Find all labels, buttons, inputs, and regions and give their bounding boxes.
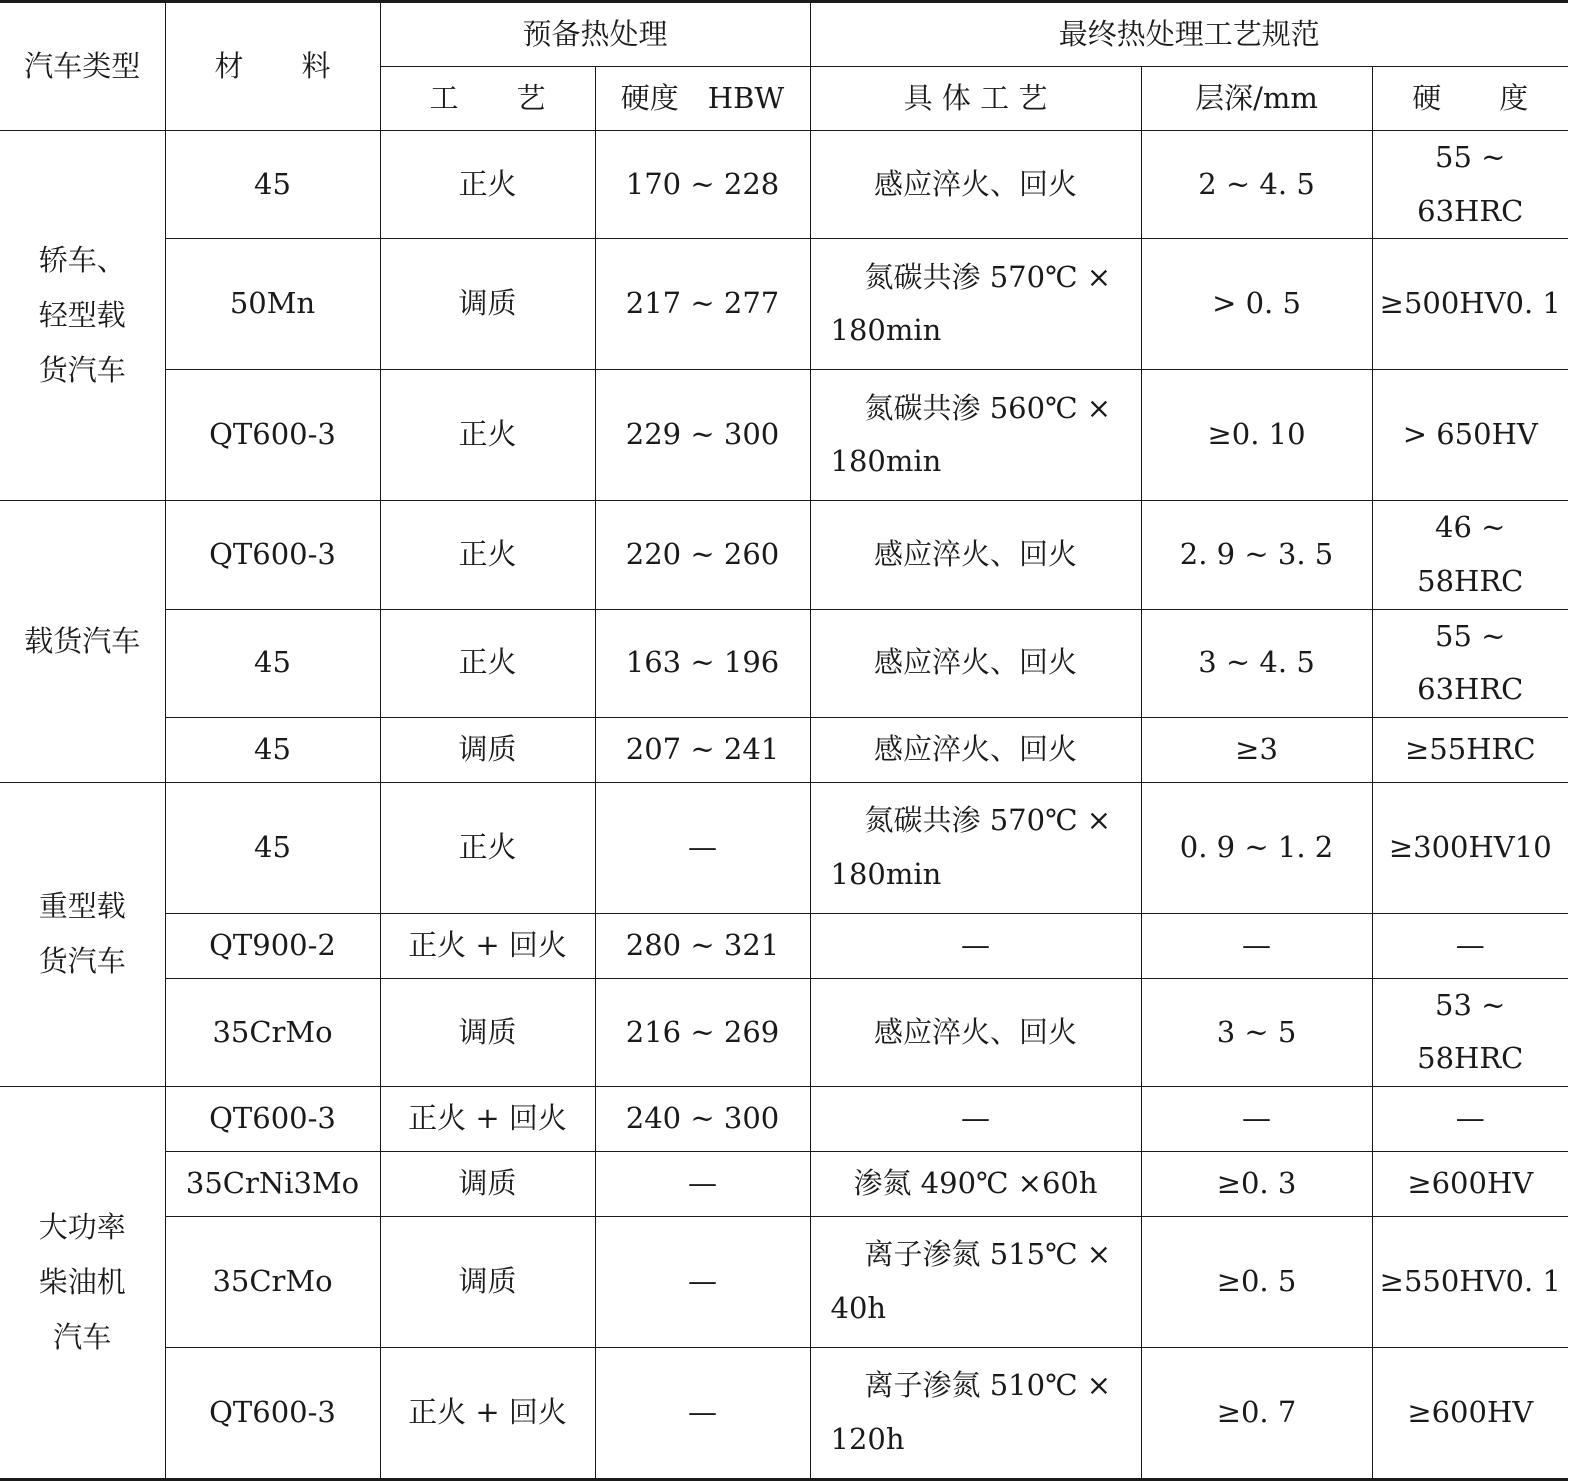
layer-depth-value: 3 ~ 5 <box>1216 1014 1297 1049</box>
table-row <box>0 1087 1568 1152</box>
final-hardness-cell <box>1372 501 1568 609</box>
material-value: 35CrMo <box>212 1014 333 1049</box>
layer-depth-cell <box>1141 239 1372 370</box>
material-cell <box>165 978 380 1086</box>
final-hardness-cell <box>1372 782 1568 913</box>
pre-hardness-cell <box>595 978 810 1086</box>
material-value: 45 <box>254 830 291 865</box>
layer-depth-value: > 0. 5 <box>1212 286 1301 321</box>
table-row <box>0 717 1568 782</box>
final-hardness-value: ≥550HV0. 1 <box>1379 1264 1561 1299</box>
pre-hardness-value: — <box>688 1264 717 1299</box>
material-value: QT900-2 <box>209 928 336 963</box>
table-row <box>0 1348 1568 1480</box>
final-process-value: 感应淬火、回火 <box>874 732 1078 767</box>
final-hardness-cell <box>1372 1348 1568 1480</box>
vehicle-type-label: 柴油机 <box>38 1265 126 1300</box>
final-hardness-value: ≥600HV <box>1407 1166 1534 1201</box>
header-pre-treatment: 预备热处理 <box>380 2 810 67</box>
final-process-value: 感应淬火、回火 <box>874 166 1078 201</box>
pre-hardness-cell <box>595 370 810 501</box>
vehicle-type-label: 载货汽车 <box>24 624 141 659</box>
final-process-cell <box>810 501 1141 609</box>
final-hardness-cell <box>1372 609 1568 717</box>
layer-depth-cell <box>1141 370 1372 501</box>
material-cell <box>165 501 380 609</box>
pre-hardness-cell <box>595 1152 810 1217</box>
final-process-value: 渗氮 490℃ ×60h <box>853 1166 1098 1201</box>
layer-depth-cell <box>1141 609 1372 717</box>
material-value: 35CrNi3Mo <box>185 1166 360 1201</box>
pre-hardness-cell <box>595 1087 810 1152</box>
pre-process-cell <box>380 978 595 1086</box>
layer-depth-value: ≥0. 5 <box>1216 1264 1297 1299</box>
material-cell <box>165 1348 380 1480</box>
final-process-value: 感应淬火、回火 <box>874 537 1078 572</box>
layer-depth-cell <box>1141 501 1372 609</box>
pre-process-value: 正火 <box>458 537 517 572</box>
vehicle-type-label: 轻型载 <box>38 298 126 333</box>
pre-hardness-value: 229 ~ 300 <box>625 417 780 452</box>
final-process-cell <box>810 239 1141 370</box>
layer-depth-value: ≥0. 3 <box>1216 1166 1297 1201</box>
vehicle-type-label: 货汽车 <box>38 353 126 388</box>
final-hardness-cell <box>1372 239 1568 370</box>
table-row <box>0 239 1568 370</box>
pre-hardness-value: 163 ~ 196 <box>625 645 780 680</box>
pre-hardness-cell <box>595 131 810 239</box>
table-row <box>0 913 1568 978</box>
header-final-hardness: 硬 度 <box>1372 67 1568 131</box>
material-cell <box>165 913 380 978</box>
layer-depth-cell <box>1141 1348 1372 1480</box>
final-process-cell <box>810 1348 1141 1480</box>
layer-depth-cell <box>1141 913 1372 978</box>
layer-depth-value: — <box>1242 928 1272 963</box>
layer-depth-cell <box>1141 782 1372 913</box>
vehicle-type-label: 大功率 <box>38 1209 126 1244</box>
final-hardness-cell <box>1372 978 1568 1086</box>
layer-depth-value: ≥0. 7 <box>1216 1395 1297 1430</box>
layer-depth-value: 3 ~ 4. 5 <box>1198 645 1315 680</box>
header-pre-hardness: 硬度 HBW <box>595 67 810 131</box>
final-hardness-cell <box>1372 1087 1568 1152</box>
final-process-cell <box>810 609 1141 717</box>
final-process-value: 感应淬火、回火 <box>874 645 1078 680</box>
layer-depth-value: 0. 9 ~ 1. 2 <box>1179 830 1334 865</box>
header-row-1 <box>0 2 1568 67</box>
final-hardness-cell <box>1372 370 1568 501</box>
pre-hardness-value: — <box>688 1395 717 1430</box>
layer-depth-cell <box>1141 131 1372 239</box>
final-hardness-value: ≥55HRC <box>1405 732 1536 767</box>
pre-process-cell <box>380 717 595 782</box>
material-value: 35CrMo <box>212 1264 333 1299</box>
pre-process-value: 正火 + 回火 <box>408 1101 567 1136</box>
pre-hardness-cell <box>595 913 810 978</box>
pre-process-cell <box>380 131 595 239</box>
layer-depth-value: — <box>1242 1101 1272 1136</box>
vehicle-type-cell <box>0 782 165 1086</box>
final-hardness-value: ≥500HV0. 1 <box>1379 286 1561 321</box>
final-hardness-value: — <box>1455 928 1485 963</box>
final-process-cell <box>810 131 1141 239</box>
table-row <box>0 978 1568 1086</box>
material-cell <box>165 131 380 239</box>
header-layer-depth: 层深/mm <box>1141 67 1372 131</box>
material-value: 50Mn <box>229 286 316 321</box>
pre-process-value: 正火 + 回火 <box>408 928 567 963</box>
table-row <box>0 782 1568 913</box>
final-process-cell <box>810 782 1141 913</box>
material-cell <box>165 609 380 717</box>
layer-depth-value: ≥0. 10 <box>1207 417 1306 452</box>
final-process-value: 180min <box>830 313 942 348</box>
final-hardness-value: 55 ~ 63HRC <box>1417 140 1524 228</box>
vehicle-type-cell <box>0 131 165 501</box>
pre-process-cell <box>380 1152 595 1217</box>
final-process-value: 180min <box>830 444 942 479</box>
material-value: QT600-3 <box>209 1101 336 1136</box>
pre-hardness-value: 217 ~ 277 <box>625 286 780 321</box>
header-material: 材 料 <box>165 2 380 131</box>
final-hardness-cell <box>1372 913 1568 978</box>
final-hardness-cell <box>1372 1217 1568 1348</box>
material-value: 45 <box>254 645 291 680</box>
pre-process-cell <box>380 501 595 609</box>
material-value: QT600-3 <box>209 1395 336 1430</box>
material-value: 45 <box>254 732 291 767</box>
table-body <box>0 131 1568 1480</box>
header-pre-process: 工 艺 <box>380 67 595 131</box>
layer-depth-cell <box>1141 1217 1372 1348</box>
pre-hardness-cell <box>595 609 810 717</box>
material-cell <box>165 370 380 501</box>
header-final-process: 具 体 工 艺 <box>810 67 1141 131</box>
pre-process-value: 调质 <box>458 732 517 767</box>
vehicle-type-label: 汽车 <box>53 1320 112 1355</box>
pre-process-value: 正火 + 回火 <box>408 1395 567 1430</box>
final-hardness-cell <box>1372 1152 1568 1217</box>
final-process-cell <box>810 717 1141 782</box>
pre-hardness-value: 220 ~ 260 <box>625 537 780 572</box>
final-hardness-value: 55 ~ 63HRC <box>1417 618 1524 707</box>
final-hardness-cell <box>1372 131 1568 239</box>
final-process-value: — <box>961 1101 991 1136</box>
pre-process-value: 调质 <box>458 286 517 321</box>
final-process-value: 氮碳共渗 570℃ × <box>864 259 1112 294</box>
material-value: 45 <box>254 166 291 201</box>
pre-hardness-cell <box>595 1348 810 1480</box>
vehicle-type-label: 货汽车 <box>38 944 126 979</box>
final-hardness-value: 46 ~ 58HRC <box>1417 510 1524 598</box>
final-process-value: — <box>961 928 991 963</box>
vehicle-type-label: 重型载 <box>38 889 126 924</box>
material-cell <box>165 717 380 782</box>
layer-depth-cell <box>1141 717 1372 782</box>
pre-process-cell <box>380 913 595 978</box>
final-process-value: 180min <box>830 856 942 891</box>
pre-hardness-value: 207 ~ 241 <box>625 732 780 767</box>
layer-depth-value: 2. 9 ~ 3. 5 <box>1179 537 1334 572</box>
final-process-value: 120h <box>830 1422 905 1457</box>
final-process-cell <box>810 913 1141 978</box>
pre-hardness-cell <box>595 1217 810 1348</box>
material-value: QT600-3 <box>209 537 336 572</box>
pre-process-cell <box>380 1087 595 1152</box>
pre-process-value: 调质 <box>458 1166 517 1201</box>
table-row <box>0 1217 1568 1348</box>
table-row <box>0 131 1568 239</box>
vehicle-type-cell <box>0 501 165 783</box>
pre-hardness-value: 216 ~ 269 <box>625 1014 780 1049</box>
pre-process-value: 正火 <box>458 645 517 680</box>
material-cell <box>165 1152 380 1217</box>
vehicle-type-cell <box>0 1087 165 1480</box>
final-process-value: 离子渗氮 515℃ × <box>864 1237 1112 1272</box>
pre-hardness-value: — <box>688 830 717 865</box>
pre-process-cell <box>380 1217 595 1348</box>
pre-hardness-value: 240 ~ 300 <box>625 1101 780 1136</box>
layer-depth-cell <box>1141 1152 1372 1217</box>
pre-process-cell <box>380 370 595 501</box>
pre-hardness-cell <box>595 239 810 370</box>
table-row <box>0 370 1568 501</box>
pre-hardness-cell <box>595 501 810 609</box>
table-row <box>0 501 1568 609</box>
material-cell <box>165 239 380 370</box>
pre-process-value: 正火 <box>458 830 517 865</box>
final-hardness-value: ≥600HV <box>1407 1395 1534 1430</box>
final-process-cell <box>810 370 1141 501</box>
material-cell <box>165 1087 380 1152</box>
final-process-cell <box>810 1152 1141 1217</box>
pre-process-cell <box>380 1348 595 1480</box>
final-hardness-value: — <box>1455 1101 1485 1136</box>
layer-depth-cell <box>1141 978 1372 1086</box>
pre-hardness-value: — <box>688 1166 717 1201</box>
table-header <box>0 2 1568 131</box>
pre-process-value: 调质 <box>458 1014 517 1049</box>
final-process-cell <box>810 978 1141 1086</box>
pre-hardness-value: 280 ~ 321 <box>625 928 780 963</box>
table-row <box>0 609 1568 717</box>
material-cell <box>165 782 380 913</box>
final-hardness-value: 53 ~ 58HRC <box>1417 987 1524 1076</box>
final-hardness-value: ≥300HV10 <box>1388 830 1552 865</box>
layer-depth-value: 2 ~ 4. 5 <box>1198 166 1315 201</box>
pre-process-cell <box>380 239 595 370</box>
pre-process-value: 正火 <box>458 166 517 201</box>
final-process-value: 感应淬火、回火 <box>874 1014 1078 1049</box>
pre-hardness-cell <box>595 782 810 913</box>
pre-process-cell <box>380 609 595 717</box>
final-process-cell <box>810 1217 1141 1348</box>
final-process-value: 氮碳共渗 570℃ × <box>864 803 1112 838</box>
pre-process-cell <box>380 782 595 913</box>
final-hardness-cell <box>1372 717 1568 782</box>
final-process-value: 40h <box>830 1291 887 1326</box>
final-hardness-value: > 650HV <box>1402 417 1538 452</box>
header-vehicle-type: 汽车类型 <box>0 2 165 131</box>
final-process-value: 氮碳共渗 560℃ × <box>864 390 1112 425</box>
layer-depth-value: ≥3 <box>1235 732 1278 767</box>
table-row <box>0 1152 1568 1217</box>
pre-hardness-value: 170 ~ 228 <box>625 166 780 201</box>
final-process-cell <box>810 1087 1141 1152</box>
final-process-value: 离子渗氮 510℃ × <box>864 1368 1112 1403</box>
pre-process-value: 调质 <box>458 1264 517 1299</box>
layer-depth-cell <box>1141 1087 1372 1152</box>
vehicle-type-label: 轿车、 <box>38 243 126 277</box>
pre-process-value: 正火 <box>458 417 517 452</box>
material-cell <box>165 1217 380 1348</box>
header-final-treatment: 最终热处理工艺规范 <box>810 2 1568 67</box>
material-value: QT600-3 <box>209 417 336 452</box>
pre-hardness-cell <box>595 717 810 782</box>
